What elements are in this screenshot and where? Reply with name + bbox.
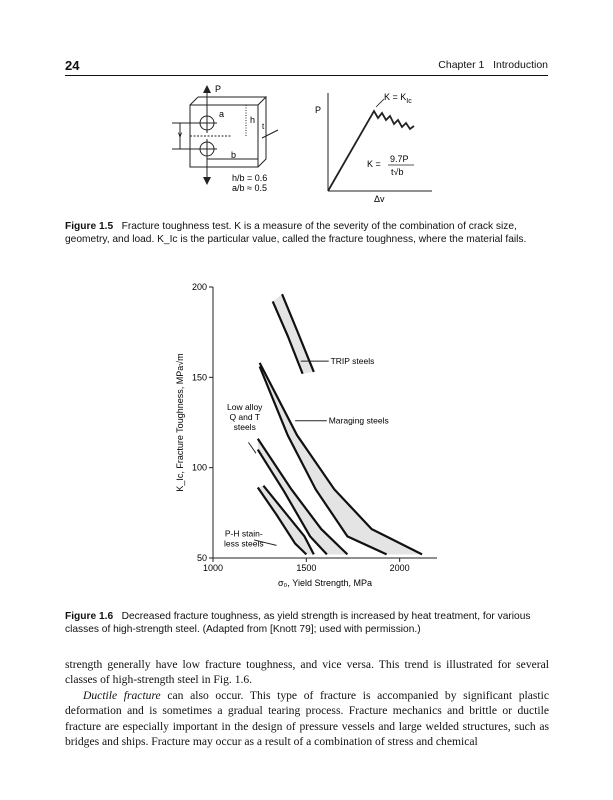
ph-stainless-label-line-0: P-H stain- [224, 528, 263, 539]
ratio-a-b: a/b ≈ 0.5 [232, 183, 267, 193]
label-a: a [219, 109, 225, 119]
band-fill-0 [273, 294, 314, 373]
figure-1-6-chart [0, 275, 613, 595]
formula-numerator: 9.7P [390, 154, 409, 164]
chart-xlabel: σ₀, Yield Strength, MPa [278, 578, 372, 588]
y-tick-label: 200 [191, 282, 207, 292]
chart-ylabel: K_Ic, Fracture Toughness, MPa√m [175, 353, 185, 492]
label-h: h [250, 115, 256, 125]
x-tick-label: 1000 [202, 563, 224, 573]
figure-1-5 [0, 85, 613, 215]
peak-label: $K = K_{Ic}$ [384, 92, 412, 105]
y-tick-label: 100 [191, 462, 207, 473]
page-number: 24 [65, 58, 80, 73]
figure-1-5-caption-text: Fracture toughness test. K is a measure of the severity of the combination of crack size, geometry, and load. K_Ic is the particular value, called the fracture toughness, where the material fails. [65, 221, 527, 246]
label-p-top: P [215, 85, 222, 94]
maraging-steels-label: Maraging steels [328, 415, 389, 426]
body-text [65, 657, 549, 749]
ct-specimen [172, 89, 278, 181]
body-paragraph-1: strength generally have low fracture toughness, and vice versa. This trend is illustrated for several classes of high-strength steel in Fig. 1.6. [65, 658, 549, 687]
y-tick-label: 50 [196, 553, 207, 563]
body-paragraph-2-text: can also occur. This type of fracture is accompanied by significant plastic deformation and is sometimes a gradual tearing process. Fracture mechanics and brittle or ductile fracture are especially important in the design of pressure vessels and large welded structures, such as bridges and ships. Fracture may occur as a result of a combination of stress and chemical [65, 688, 549, 749]
low-alloy-leader-line [248, 442, 255, 453]
plot-ylabel-p: P [315, 105, 322, 115]
low-alloy-label-line-0: Low alloy [227, 401, 263, 412]
chapter-title: Chapter 1 Introduction [438, 59, 548, 71]
figure-1-6-number: Figure 1.6 [65, 611, 114, 622]
body-paragraph-2 [65, 688, 549, 750]
header-rule [65, 75, 548, 76]
ratio-h-b: h/b = 0.6 [232, 173, 268, 183]
load-displacement-plot [328, 93, 432, 191]
load-arrow-down-icon [203, 177, 211, 185]
formula-k: K = [367, 159, 381, 169]
x-tick-label: 1500 [296, 563, 317, 573]
ductile-fracture-term: Ductile fracture [83, 688, 161, 702]
trip-steels-label: TRIP steels [330, 356, 375, 367]
low-alloy-label-line-2: steels [233, 421, 256, 432]
y-tick-label: 150 [191, 372, 207, 383]
low-alloy-label-line-1: Q and T [229, 411, 261, 422]
load-arrow-up-icon [203, 85, 211, 93]
label-t: t [262, 122, 265, 131]
figure-1-6-caption-text: Decreased fracture toughness, as yield strength is increased by heat treatment, for various classes of high-strength steel. (Adapted from [Knott 79]; used with permission.) [65, 611, 531, 636]
label-v: v [178, 130, 182, 139]
x-tick-label: 2000 [389, 563, 410, 573]
formula-denominator: t√b [391, 167, 404, 177]
figure-1-5-number: Figure 1.5 [65, 221, 114, 232]
label-b: b [231, 150, 237, 160]
figure-1-6-caption [65, 610, 550, 636]
plot-xlabel-dv: Δv [374, 194, 385, 204]
figure-1-5-caption [65, 220, 550, 246]
ph-stainless-label-line-1: less steels [223, 538, 264, 549]
